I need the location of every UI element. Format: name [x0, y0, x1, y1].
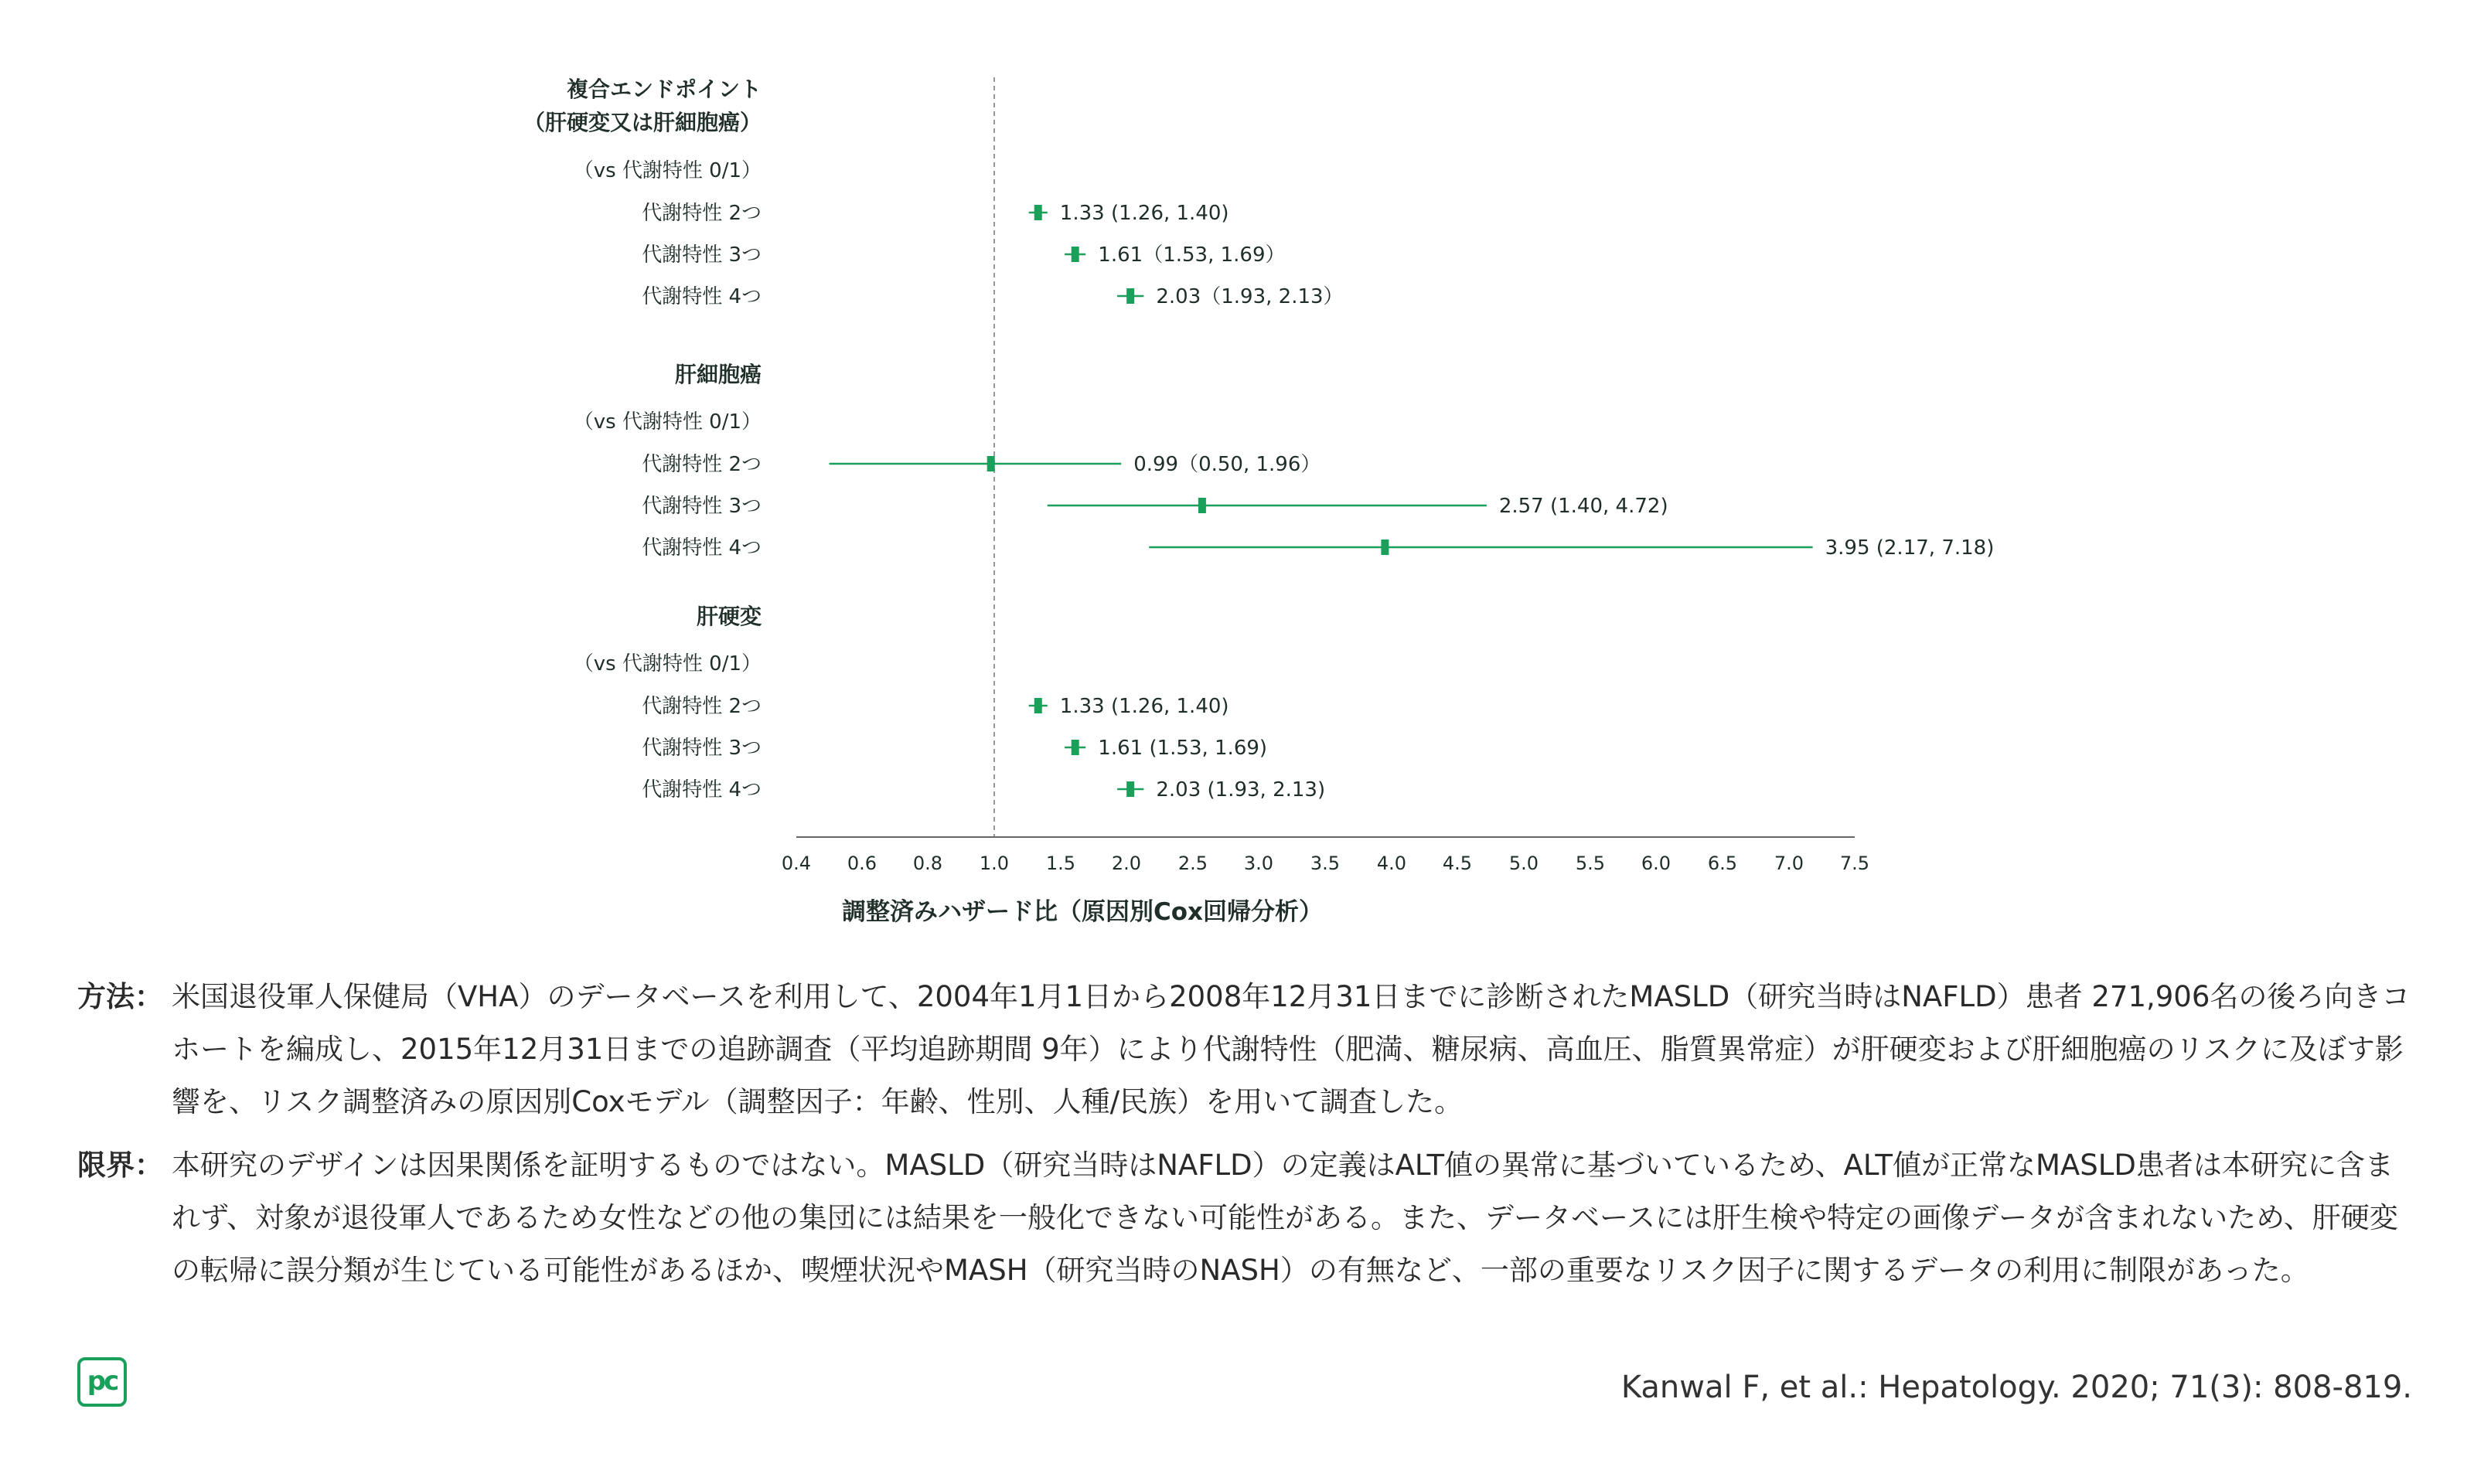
x-tick-label: 3.5 [1310, 853, 1341, 874]
hr-marker [987, 456, 995, 471]
row-label: 代謝特性 2つ [642, 695, 762, 718]
x-tick-label: 0.6 [847, 853, 877, 874]
x-tick-label: 0.4 [781, 853, 812, 874]
methods-text: 米国退役軍人保健局（VHA）のデータベースを利用して、2004年1月1日から2008年12月31日までに診断されたMASLD（研究当時はNAFLD）患者 271,906名の後ろ向きコホートを編成し、2015年12月31日までの追跡調査（平均追跡期間 9年）により代謝特性（肥満、糖尿病、高血圧、脂質異常症）が肝硬変および肝細胞癌のリスクに及ぼす影響を、リスク調整済みの原因別Coxモデル（調整因子：年齢、性別、人種/民族）を用いて調査した。 [172, 980, 2411, 1118]
x-tick-label: 4.5 [1442, 853, 1473, 874]
x-tick-label: 4.0 [1376, 853, 1407, 874]
hr-marker [1126, 288, 1134, 304]
x-tick-label: 7.5 [1839, 853, 1870, 874]
estimate-label: 2.03 (1.93, 2.13) [1156, 778, 1326, 802]
row-label: 代謝特性 3つ [642, 737, 762, 760]
pc-logo-icon: pc [77, 1357, 127, 1407]
x-tick-label: 6.0 [1641, 853, 1671, 874]
group-title: （肝硬変又は肝細胞癌） [523, 110, 762, 135]
x-tick-label: 5.5 [1575, 853, 1606, 874]
estimate-label: 1.33 (1.26, 1.40) [1059, 695, 1229, 718]
methods-note [77, 971, 2412, 1128]
estimate-label: 2.03（1.93, 2.13） [1156, 285, 1344, 308]
hr-marker [1072, 247, 1079, 262]
estimate-label: 1.61（1.53, 1.69） [1098, 243, 1286, 267]
row-label: 代謝特性 3つ [642, 243, 762, 267]
row-label: 代謝特性 4つ [642, 536, 762, 560]
x-axis-label: 調整済みハザード比（原因別Cox回帰分析） [841, 898, 1324, 926]
x-tick-label: 2.5 [1177, 853, 1208, 874]
study-notes [77, 971, 2412, 1308]
hr-marker [1034, 205, 1042, 220]
limitations-text: 本研究のデザインは因果関係を証明するものではない。MASLD（研究当時はNAFLD）の定義はALT値の異常に基づいているため、ALT値が正常なMASLD患者は本研究に含まれず、対象が退役軍人であるため女性などの他の集団には結果を一般化できない可能性がある。また、データベースには肝生検や特定の画像データが含まれないため、肝硬変の転帰に誤分類が生じている可能性があるほか、喫煙状況やMASH（研究当時のNASH）の有無など、一部の重要なリスク因子に関するデータの利用に制限があった。 [172, 1149, 2398, 1287]
limitations-label: 限界： [77, 1149, 163, 1182]
row-label: 代謝特性 4つ [642, 778, 762, 802]
row-label: 代謝特性 3つ [642, 495, 762, 518]
hr-marker [1126, 781, 1134, 797]
hr-marker [1198, 498, 1206, 513]
hr-marker [1072, 740, 1079, 755]
group-title: 肝硬変 [696, 604, 762, 629]
x-tick-label: 6.5 [1707, 853, 1738, 874]
x-tick-label: 7.0 [1774, 853, 1804, 874]
row-label: 代謝特性 2つ [642, 453, 762, 476]
estimate-label: 1.33 (1.26, 1.40) [1059, 202, 1229, 225]
x-tick-label: 1.5 [1045, 853, 1076, 874]
reference-group-label: （vs 代謝特性 0/1） [573, 159, 762, 182]
group-title: 複合エンドポイント [566, 77, 762, 102]
estimate-label: 3.95 (2.17, 7.18) [1825, 536, 1995, 560]
citation: Kanwal F, et al.: Hepatology. 2020; 71(3): 808-819. [1620, 1370, 2412, 1405]
reference-group-label: （vs 代謝特性 0/1） [573, 410, 762, 434]
hr-marker [1034, 698, 1042, 713]
estimate-label: 1.61 (1.53, 1.69) [1098, 737, 1268, 760]
x-tick-label: 0.8 [912, 853, 943, 874]
x-tick-label: 5.0 [1508, 853, 1539, 874]
methods-label: 方法： [77, 980, 163, 1013]
hr-marker [1381, 539, 1389, 555]
x-tick-label: 2.0 [1111, 853, 1142, 874]
limitations-note [77, 1139, 2412, 1297]
estimate-label: 0.99（0.50, 1.96） [1133, 453, 1321, 476]
x-tick-label: 1.0 [979, 853, 1010, 874]
row-label: 代謝特性 4つ [642, 285, 762, 308]
group-title: 肝細胞癌 [674, 362, 762, 387]
reference-group-label: （vs 代謝特性 0/1） [573, 652, 762, 676]
x-tick-label: 3.0 [1243, 853, 1274, 874]
estimate-label: 2.57 (1.40, 4.72) [1498, 495, 1668, 518]
row-label: 代謝特性 2つ [642, 202, 762, 225]
